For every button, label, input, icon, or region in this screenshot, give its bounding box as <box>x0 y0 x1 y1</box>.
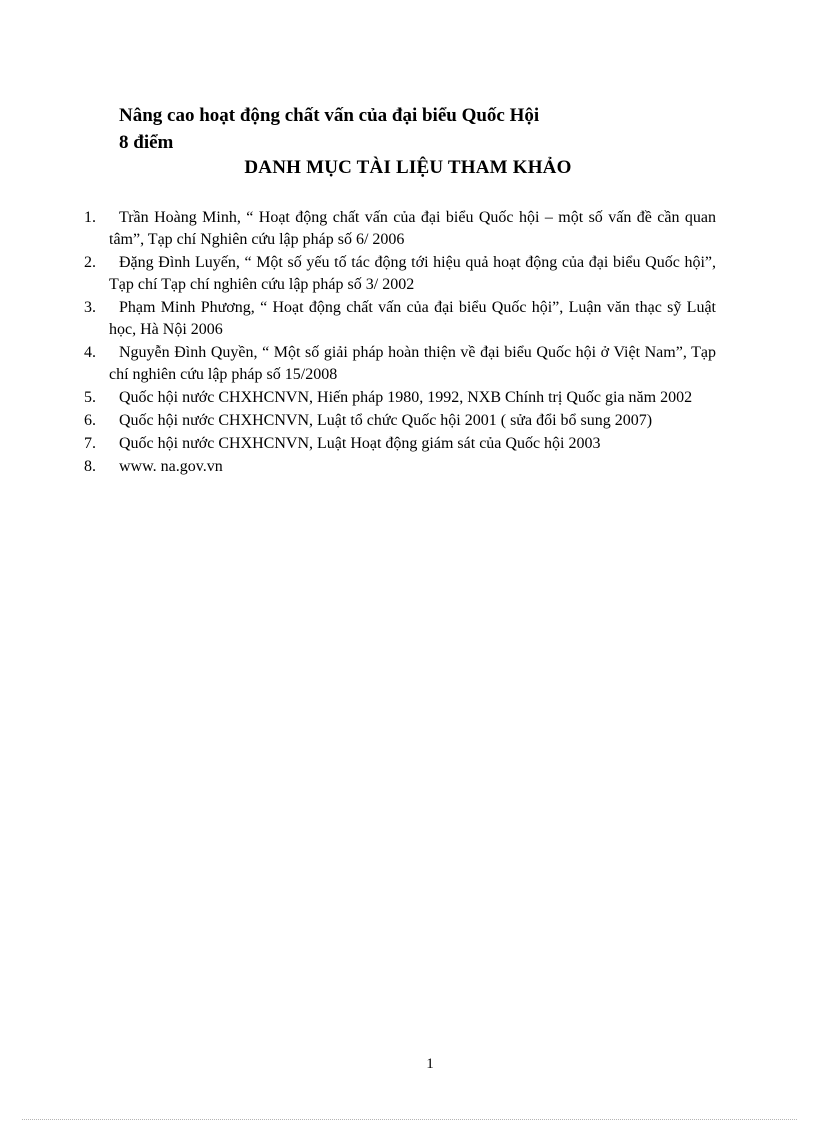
reference-number: 4. <box>84 344 96 361</box>
section-heading: DANH MỤC TÀI LIỆU THAM KHẢO <box>244 157 572 178</box>
reference-text: Quốc hội nước CHXHCNVN, Hiến pháp 1980, 1992, NXB Chính trị Quốc gia năm 2002 <box>119 389 693 406</box>
document-title: Nâng cao hoạt động chất vấn của đại biểu Quốc Hội <box>119 105 540 126</box>
reference-number: 5. <box>84 389 96 406</box>
reference-text: Quốc hội nước CHXHCNVN, Luật Hoạt động giám sát của Quốc hội 2003 <box>119 435 601 452</box>
reference-list <box>84 207 716 479</box>
reference-number: 8. <box>84 458 96 475</box>
reference-item <box>84 387 716 409</box>
reference-text: Đặng Đình Luyến, “ Một số yếu tố tác động tới hiệu quả hoạt động của đại biểu Quốc hội”, Tạp chí Tạp chí nghiên cứu lập pháp số 3/ 2002 <box>109 254 716 293</box>
reference-item <box>84 410 716 432</box>
reference-number: 1. <box>84 209 96 226</box>
reference-item <box>84 456 716 478</box>
reference-number: 6. <box>84 412 96 429</box>
reference-number: 3. <box>84 299 96 316</box>
reference-text: Trần Hoàng Minh, “ Hoạt động chất vấn của đại biểu Quốc hội – một số vấn đề cần quan tâm”, Tạp chí Nghiên cứu lập pháp số 6/ 2006 <box>109 209 716 248</box>
reference-item <box>84 252 716 296</box>
page-number: 1 <box>426 1056 434 1072</box>
reference-text: www. na.gov.vn <box>119 458 223 475</box>
reference-item <box>84 342 716 386</box>
reference-text: Phạm Minh Phương, “ Hoạt động chất vấn của đại biểu Quốc hội”, Luận văn thạc sỹ Luật học, Hà Nội 2006 <box>109 299 716 338</box>
reference-number: 7. <box>84 435 96 452</box>
reference-text: Quốc hội nước CHXHCNVN, Luật tổ chức Quốc hội 2001 ( sửa đổi bổ sung 2007) <box>119 412 653 429</box>
reference-number: 2. <box>84 254 96 271</box>
document-score: 8 điểm <box>119 132 174 153</box>
reference-item <box>84 297 716 341</box>
page-bottom-divider <box>22 1119 797 1120</box>
reference-text: Nguyễn Đình Quyền, “ Một số giải pháp hoàn thiện về đại biểu Quốc hội ở Việt Nam”, Tạp chí nghiên cứu lập pháp số 15/2008 <box>109 344 716 383</box>
reference-item <box>84 433 716 455</box>
reference-item <box>84 207 716 251</box>
